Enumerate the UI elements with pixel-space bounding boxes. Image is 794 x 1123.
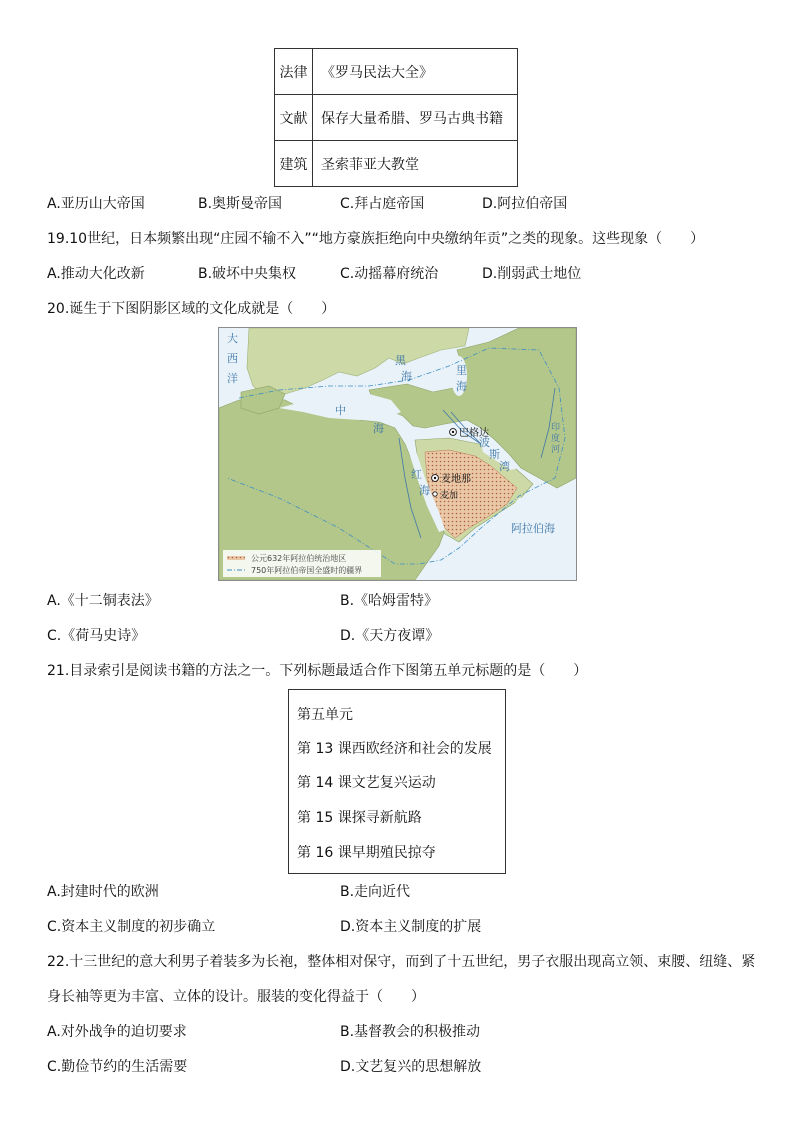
q21-option-b: B.走向近代 [340, 884, 411, 900]
med-label-2: 海 [373, 422, 384, 435]
arabian-sea-label: 阿拉伯海 [511, 522, 555, 535]
atlantic-label-3: 洋 [227, 372, 238, 385]
q18-option-d: D.阿拉伯帝国 [482, 196, 568, 212]
toc-lesson: 第 14 课文艺复兴运动 [297, 775, 436, 791]
q22-stem-line2: 身长袖等更为丰富、立体的设计。服装的变化得益于（ ） [47, 989, 425, 1005]
atlantic-label-2: 西 [227, 352, 238, 365]
q22-option-a: A.对外战争的迫切要求 [47, 1024, 187, 1040]
table-value: 圣索菲亚大教堂 [313, 141, 518, 187]
q22-option-c: C.勤俭节约的生活需要 [47, 1059, 188, 1075]
q21-option-d: D.资本主义制度的扩展 [340, 919, 482, 935]
med-label-1: 中 [335, 404, 346, 417]
toc-lesson: 第 15 课探寻新航路 [297, 810, 422, 826]
q19-stem: 19.10世纪，日本频繁出现“庄园不输不入”“地方豪族拒绝向中央缴纳年贡”之类的现象。这些现象（ ） [47, 231, 705, 247]
table-key: 文献 [275, 95, 313, 141]
q20-option-c: C.《荷马史诗》 [47, 628, 146, 644]
toc-unit-title: 第五单元 [297, 707, 353, 723]
indus-label-1: 印 [551, 423, 561, 433]
table-key: 法律 [275, 49, 313, 95]
q22-stem-line1: 22.十三世纪的意大利男子着装多为长袍，整体相对保守，而到了十五世纪，男子衣服出现高立领、束腰、纽缝、紧 [47, 954, 756, 970]
q19-option-c: C.动摇幕府统治 [340, 266, 439, 282]
q20-stem: 20.诞生于下图阴影区域的文化成就是（ ） [47, 301, 336, 317]
q22-option-b: B.基督教会的积极推动 [340, 1024, 481, 1040]
table-row [275, 95, 518, 141]
q21-option-a: A.封建时代的欧洲 [47, 884, 159, 900]
arab-empire-map [218, 327, 577, 581]
caspian-label-2: 海 [456, 380, 467, 393]
red-sea-label-1: 红 [411, 468, 422, 481]
mecca-label: 麦加 [440, 491, 459, 501]
q21-option-c: C.资本主义制度的初步确立 [47, 919, 216, 935]
caspian-label-1: 里 [456, 364, 467, 377]
medina-label: 麦地那 [441, 474, 471, 485]
baghdad-label: 巴格达 [459, 428, 489, 439]
q18-option-a: A.亚历山大帝国 [47, 196, 145, 212]
table-row [275, 49, 518, 95]
q19-option-a: A.推动大化改新 [47, 266, 145, 282]
q20-option-b: B.《哈姆雷特》 [340, 593, 439, 609]
black-sea-label-2: 海 [401, 370, 412, 383]
q20-option-d: D.《天方夜谭》 [340, 628, 440, 644]
table-value: 保存大量希腊、罗马古典书籍 [313, 95, 518, 141]
table-of-contents [288, 689, 506, 874]
mecca-marker [433, 492, 437, 496]
q20-option-a: A.《十二铜表法》 [47, 593, 159, 609]
toc-lesson: 第 16 课早期殖民掠夺 [297, 845, 436, 861]
q19-option-b: B.破坏中央集权 [198, 266, 297, 282]
table-value: 《罗马民法大全》 [313, 49, 518, 95]
map-graphic [219, 328, 576, 580]
q19-option-d: D.削弱武士地位 [482, 266, 582, 282]
red-sea-label-2: 海 [419, 484, 430, 497]
culture-table [274, 48, 518, 187]
toc-lesson: 第 13 课西欧经济和社会的发展 [297, 741, 492, 757]
black-sea-label-1: 黑 [395, 354, 406, 367]
table-key: 建筑 [275, 141, 313, 187]
q18-option-c: C.拜占庭帝国 [340, 196, 425, 212]
legend-750-label: 750年阿拉伯帝国全盛时的疆界 [251, 566, 363, 575]
gulf-label-2: 斯 [489, 448, 500, 461]
gulf-label-3: 湾 [499, 460, 510, 473]
indus-label-2: 度 [551, 434, 561, 444]
gulf-label-1: 波 [479, 436, 490, 449]
q22-option-d: D.文艺复兴的思想解放 [340, 1059, 482, 1075]
q18-option-b: B.奥斯曼帝国 [198, 196, 283, 212]
legend-632-label: 公元632年阿拉伯统治地区 [251, 554, 347, 563]
atlantic-label-1: 大 [227, 332, 238, 345]
table-row [275, 141, 518, 187]
indus-label-3: 河 [551, 445, 561, 455]
q21-stem: 21.目录索引是阅读书籍的方法之一。下列标题最适合作下图第五单元标题的是（ ） [47, 663, 588, 679]
legend-swatch-632 [227, 556, 245, 560]
